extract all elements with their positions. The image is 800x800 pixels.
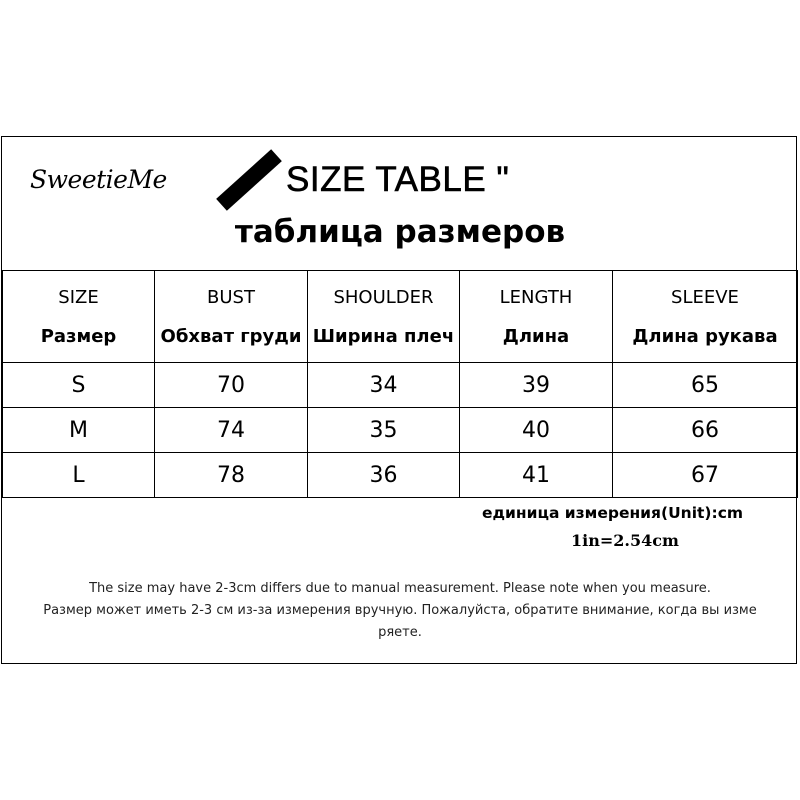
header-ru: Обхват груди xyxy=(160,325,302,347)
title-russian: таблица размеров xyxy=(234,214,566,250)
measurement-disclaimer xyxy=(0,578,800,644)
table-cell: 36 xyxy=(308,453,460,498)
disclaimer-english: The size may have 2-3cm differs due to manual measurement. Please note when you measure. xyxy=(89,581,711,596)
header-cell-sleeve xyxy=(613,271,798,363)
header-cell-bust xyxy=(155,271,308,363)
title-english: SIZE TABLE " xyxy=(286,160,510,199)
table-cell: 78 xyxy=(155,453,308,498)
header-en: SIZE xyxy=(58,286,99,308)
table-row xyxy=(3,363,798,408)
header-en: SLEEVE xyxy=(671,286,739,308)
size-table xyxy=(2,270,798,498)
table-cell: 65 xyxy=(613,363,798,408)
inch-conversion-note: 1in=2.54cm xyxy=(571,531,679,550)
disclaimer-russian-line-2: ряете. xyxy=(378,625,422,640)
table-cell: 66 xyxy=(613,408,798,453)
header-en: BUST xyxy=(207,286,255,308)
table-cell: 70 xyxy=(155,363,308,408)
table-row xyxy=(3,408,798,453)
table-cell: S xyxy=(3,363,155,408)
header-cell-size xyxy=(3,271,155,363)
table-cell: M xyxy=(3,408,155,453)
header-ru: Ширина плеч xyxy=(312,325,455,347)
brand-logo: SweetieMe xyxy=(30,165,167,194)
header-cell-length xyxy=(460,271,613,363)
disclaimer-russian-line-1: Размер может иметь 2-3 см из-за измерения вручную. Пожалуйста, обратите внимание, когда вы изме xyxy=(43,603,757,618)
table-cell: 39 xyxy=(460,363,613,408)
header-en: SHOULDER xyxy=(333,286,434,308)
table-header-row xyxy=(3,271,798,363)
header-en: LENGTH xyxy=(499,286,573,308)
header-cell-shoulder xyxy=(308,271,460,363)
header-ru: Размер xyxy=(40,325,117,347)
header-ru: Длина xyxy=(502,325,570,347)
table-cell: 74 xyxy=(155,408,308,453)
table-cell: 40 xyxy=(460,408,613,453)
table-row xyxy=(3,453,798,498)
unit-note: единица измерения(Unit):cm xyxy=(482,504,744,522)
table-cell: 35 xyxy=(308,408,460,453)
table-cell: 67 xyxy=(613,453,798,498)
table-cell: 34 xyxy=(308,363,460,408)
table-cell: L xyxy=(3,453,155,498)
table-cell: 41 xyxy=(460,453,613,498)
header-ru: Длина рукава xyxy=(632,325,778,347)
